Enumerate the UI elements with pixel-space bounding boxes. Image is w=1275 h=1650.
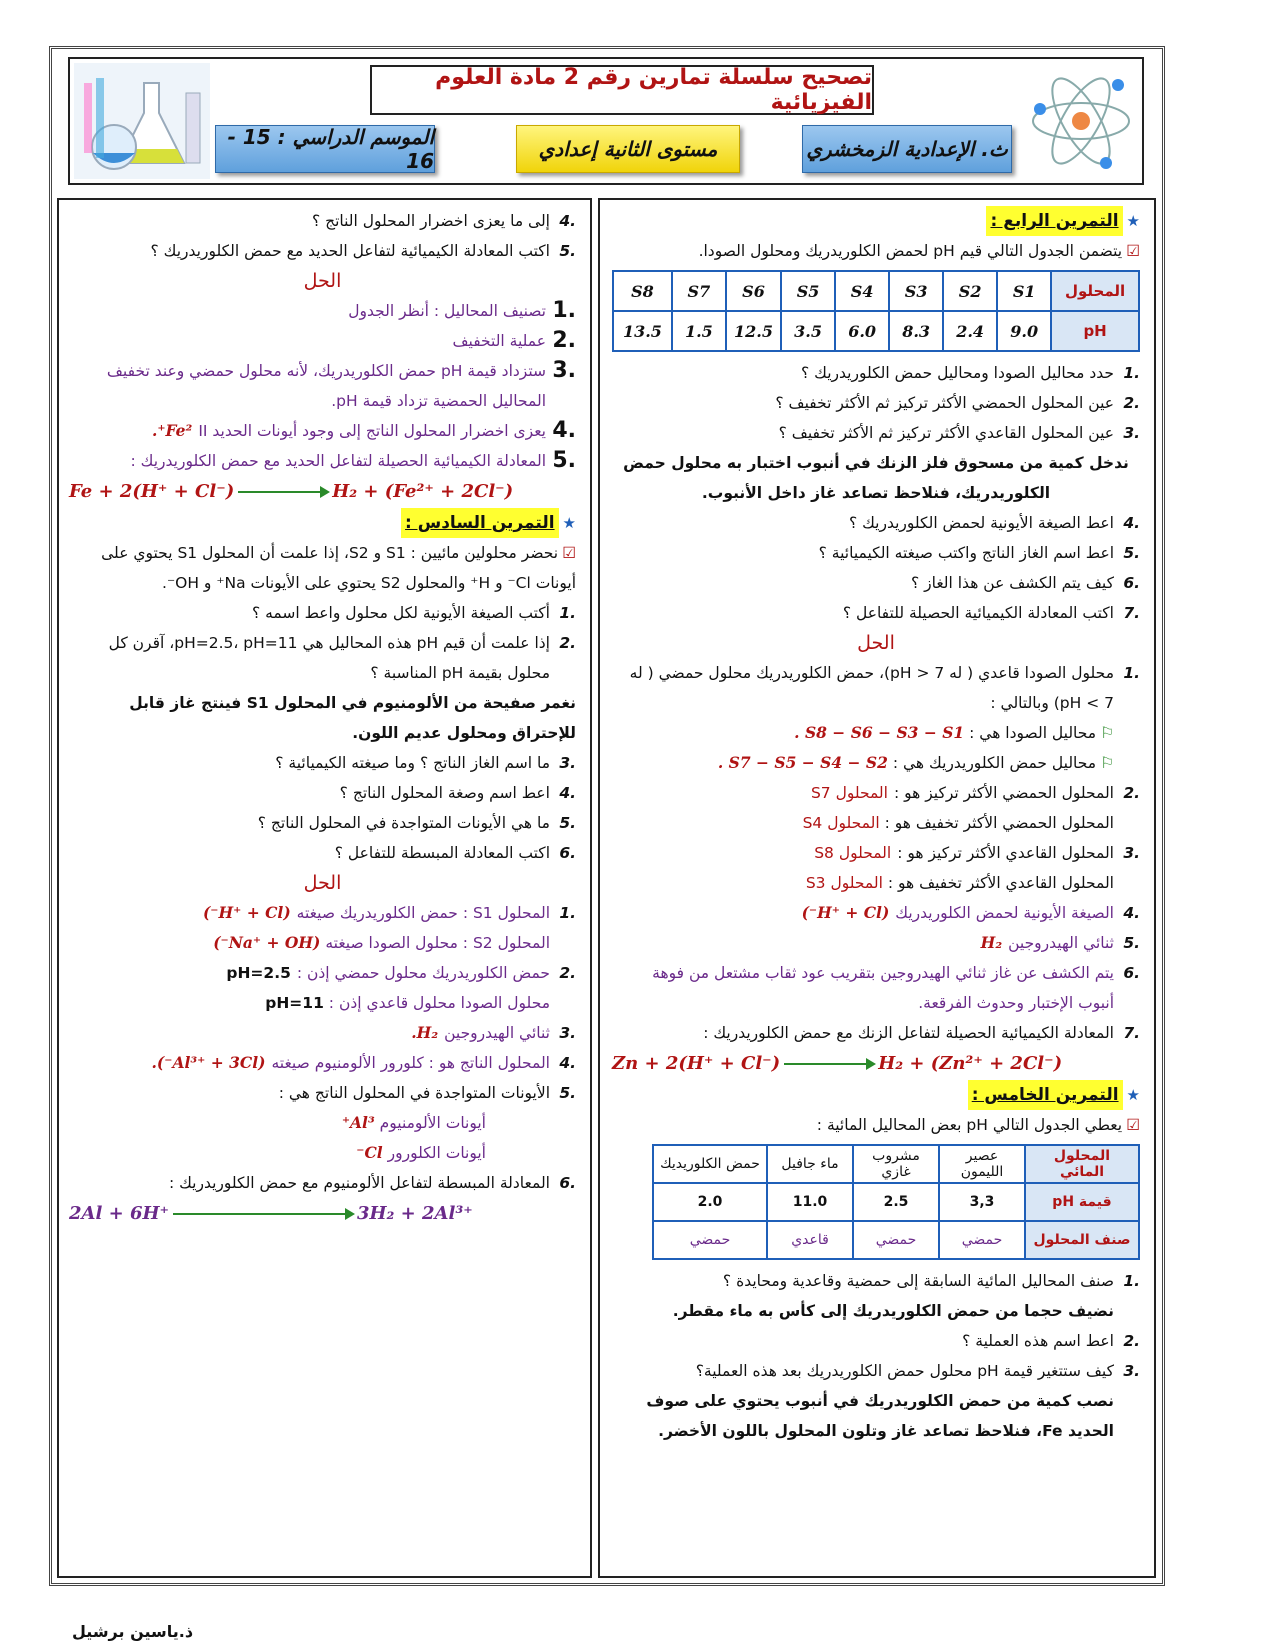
ex4-question: .5 اعط اسم الغاز الناتج واكتب صيغته الكيميائية ؟ [818, 544, 1140, 562]
ex4-answer: المحلول الحمضي الأكثر تخفيف هو : المحلول S4 [802, 814, 1114, 832]
ex4-answer: ⚐محاليل حمض الكلوريدريك هي : S7 − S5 − S4 − S2 . [717, 753, 1114, 772]
ex6-question: .6 اكتب المعادلة المبسطة للتفاعل ؟ [334, 844, 576, 862]
ex4-solution-heading: الحل [857, 632, 895, 654]
page-title: تصحيح سلسلة تمارين رقم 2 مادة العلوم الفيزيائية [370, 65, 874, 115]
ex6-heading-line [69, 508, 576, 538]
ex6-question: .5 ما هي الأيونات المتواجدة في المحلول الناتج ؟ [257, 814, 576, 832]
ex6-question: .2 إذا علمت أن قيم pH هذه المحاليل هي pH=2.5، pH=11، آقرن كل محلول بقيمة pH المناسبة ؟ [108, 634, 576, 682]
ex6-answer: أيونات الكلورور Cl⁻ [356, 1143, 486, 1162]
right-column [598, 198, 1156, 1578]
ex4-solution-cell: S3 [889, 271, 943, 311]
flag-icon: ⚐ [1100, 754, 1114, 772]
ex4-ph-cell: 1.5 [672, 311, 726, 351]
ex4-table-label: المحلول [1051, 271, 1139, 311]
ex4-answer: المحلول القاعدي الأكثر تخفيف هو : المحلول S3 [805, 874, 1114, 892]
ex5-answer: .5 المعادلة الكيميائية الحصيلة لتفاعل الحديد مع حمض الكلوريدريك : [130, 448, 576, 473]
ex4-question: .1 حدد محاليل الصودا ومحاليل حمض الكلوريدريك ؟ [801, 364, 1140, 382]
ex5-answer: .2 عملية التخفيف [452, 328, 576, 353]
ex5-table-row [653, 1183, 1139, 1221]
ex4-ph-table [612, 270, 1140, 352]
lab-glassware-icon [74, 63, 210, 179]
ex4-ph-label: pH [1051, 311, 1139, 351]
ex4-question: .3 عين المحلول القاعدي الأكثر تركيز ثم الأكثر تخفيف ؟ [778, 424, 1140, 442]
ex5-row-label: قيمة pH [1025, 1183, 1139, 1221]
ex5-intro-line [612, 1110, 1140, 1140]
ex5-intro: يعطي الجدول التالي pH بعض المحاليل المائية : [816, 1116, 1123, 1134]
ex6-answer: .6 المعادلة المبسطة لتفاعل الألومنيوم مع حمض الكلوريدريك : [168, 1174, 576, 1192]
ex4-answer: .4 الصيغة الأيونية لحمض الكلوريدريك (H⁺ + Cl⁻) [801, 903, 1140, 922]
ex4-answer: .2 المحلول الحمضي الأكثر تركيز هو : المحلول S7 [810, 784, 1140, 802]
ex4-solution-cell: S1 [997, 271, 1051, 311]
ex5-cell: 11.0 [767, 1183, 853, 1221]
arrow-icon [784, 1063, 874, 1065]
ex4-solution-cell: S2 [943, 271, 997, 311]
ex6-question: .1 أكتب الصيغة الأيونية لكل محلول واعط اسمه ؟ [251, 604, 576, 622]
atom-icon [1026, 63, 1136, 179]
left-column [57, 198, 592, 1578]
checkbox-icon: ☑ [1126, 242, 1140, 260]
ex6-answer: .5 الأيونات المتواجدة في المحلول الناتج هي : [278, 1084, 576, 1102]
arrow-icon [238, 491, 328, 493]
ex5-table [652, 1144, 1140, 1260]
ex5-question: .2 اعط اسم هذه العملية ؟ [962, 1332, 1140, 1350]
ex4-heading-line [612, 206, 1140, 236]
ex5-statement: نضيف حجما من حمض الكلوريدريك إلى كأس به ماء مقطر. [672, 1302, 1114, 1320]
ex5-cell: حمضي [939, 1221, 1025, 1259]
ex5-row-label: المحلول المائي [1025, 1145, 1139, 1183]
ex5-heading-line [612, 1080, 1140, 1110]
arrow-icon [173, 1213, 353, 1215]
ex5-answer: .1 تصنيف المحاليل : أنظر الجدول [348, 298, 576, 323]
ex5-table-row [653, 1221, 1139, 1259]
season-badge: الموسم الدراسي : 15 - 16 [215, 125, 435, 173]
ex4-intro: يتضمن الجدول التالي قيم pH لحمض الكلوريدريك ومحلول الصودا. [698, 242, 1123, 260]
ex6-question: .3 ما اسم الغاز الناتج ؟ وما صيغته الكيميائية ؟ [275, 754, 576, 772]
ex5-cell: 3,3 [939, 1183, 1025, 1221]
ex5-answer: .4 يعزى اخضرار المحلول الناتج إلى وجود أيونات الحديد II Fe²⁺. [151, 418, 576, 443]
ex5-cell: قاعدي [767, 1221, 853, 1259]
ex4-solution-cell: S6 [726, 271, 781, 311]
ex6-question: .4 اعط اسم وصغة المحلول الناتج ؟ [339, 784, 576, 802]
ex6-answer: .2 حمض الكلوريدريك محلول حمضي إذن : pH=2.5 [226, 964, 576, 982]
ex4-heading: التمرين الرابع : [986, 206, 1122, 236]
ex4-ph-cell: 6.0 [835, 311, 889, 351]
ex4-answer: .3 المحلول القاعدي الأكثر تركيز هو : المحلول S8 [814, 844, 1140, 862]
ex4-question: .7 اكتب المعادلة الكيميائية الحصيلة للتفاعل ؟ [842, 604, 1140, 622]
ex5-question: .3 كيف ستتغير قيمة pH محلول حمض الكلوريدريك بعد هذه العملية؟ [695, 1362, 1140, 1380]
ex4-answer: .5 ثنائي الهيدروجين H₂ [980, 933, 1140, 952]
ex5-cell: حمضي [653, 1221, 767, 1259]
ex5-statement: نصب كمية من حمض الكلوريدريك في أنبوب يحتوي على صوف الحديد Fe، فنلاحظ تصاعد غاز وتلون المحلول باللون الأخضر. [646, 1392, 1114, 1440]
ex5-heading: التمرين الخامس : [968, 1080, 1123, 1110]
star-icon: ★ [1126, 212, 1140, 230]
ex4-question: .2 عين المحلول الحمضي الأكثر تركيز ثم الأكثر تخفيف ؟ [775, 394, 1140, 412]
ex6-answer: أيونات الألومنيوم Al³⁺ [341, 1113, 486, 1132]
header [68, 57, 1144, 185]
school-badge: ث. الإعدادية الزمخشري [802, 125, 1012, 173]
ex5-cell: حمض الكلوريديك [653, 1145, 767, 1183]
ex6-answer: .3 ثنائي الهيدروجين H₂. [411, 1023, 576, 1042]
level-badge: مستوى الثانية إعدادي [516, 125, 740, 173]
checkbox-icon: ☑ [562, 544, 576, 562]
ex6-answer: محلول الصودا محلول قاعدي إذن : pH=11 [265, 994, 550, 1012]
ex5-cell: مشروب غازي [853, 1145, 939, 1183]
ex5-question: .5 اكتب المعادلة الكيميائية لتفاعل الحديد مع حمض الكلوريدريك ؟ [150, 242, 576, 260]
ex5-solution-heading: الحل [303, 270, 342, 292]
ex6-answer: .1 المحلول S1 : حمض الكلوريدريك صيغته (H⁺ + Cl⁻) [202, 903, 576, 922]
ex6-solution-heading: الحل [303, 872, 342, 894]
ex6-statement: نغمر صفيحة من الألومنيوم في المحلول S1 فينتج غاز قابل للإحتراق ومحلول عديم اللون. [129, 694, 576, 742]
ex4-table-ph-row [613, 311, 1139, 351]
ex4-solution-cell: S8 [613, 271, 672, 311]
ex4-question: .6 كيف يتم الكشف عن هذا الغاز ؟ [910, 574, 1140, 592]
ex5-cell: 2.0 [653, 1183, 767, 1221]
star-icon: ★ [562, 514, 576, 532]
ex6-heading: التمرين السادس : [401, 508, 559, 538]
ex5-cell: 2.5 [853, 1183, 939, 1221]
flag-icon: ⚐ [1100, 724, 1114, 742]
ex4-solution-cell: S7 [672, 271, 726, 311]
ex4-answer: .7 المعادلة الكيميائية الحصيلة لتفاعل الزنك مع حمض الكلوريدريك : [703, 1024, 1140, 1042]
ex4-ph-cell: 3.5 [781, 311, 835, 351]
ex5-question: .1 صنف المحاليل المائية السابقة إلى حمضية وقاعدية ومحايدة ؟ [722, 1272, 1140, 1290]
ex4-statement: ندخل كمية من مسحوق فلز الزنك في أنبوب اختبار به محلول حمض الكلوريدريك، فنلاحظ تصاعد غاز داخل الأنبوب. [623, 454, 1129, 502]
star-icon: ★ [1126, 1086, 1140, 1104]
ex6-answer: المحلول S2 : محلول الصودا صيغته (Na⁺ + OH⁻) [213, 933, 550, 952]
checkbox-icon: ☑ [1126, 1116, 1140, 1134]
ex4-equation: Zn + 2(H⁺ + Cl⁻) H₂ + (Zn²⁺ + 2Cl⁻) [612, 1053, 1063, 1074]
ex4-answer: .6 يتم الكشف عن غاز ثنائي الهيدروجين بتقريب عود ثقاب مشتعل من فوهة أنبوب الإختبار وحدوث الفرقعة. [652, 964, 1140, 1012]
author-name: ذ.ياسين برشيل [72, 1622, 194, 1641]
ex4-question: .4 اعط الصيغة الأيونية لحمض الكلوريدريك ؟ [848, 514, 1140, 532]
ex6-equation: 2Al + 6H⁺ 3H₂ + 2Al³⁺ [69, 1203, 473, 1224]
ex4-ph-cell: 8.3 [889, 311, 943, 351]
ex4-ph-cell: 12.5 [726, 311, 781, 351]
ex5-table-row [653, 1145, 1139, 1183]
ex4-intro-line [612, 236, 1140, 266]
ex4-ph-cell: 2.4 [943, 311, 997, 351]
ex4-solution-cell: S5 [781, 271, 835, 311]
ex5-cell: حمضي [853, 1221, 939, 1259]
ex4-ph-cell: 13.5 [613, 311, 672, 351]
ex5-cell: عصير الليمون [939, 1145, 1025, 1183]
ex5-row-label: صنف المحلول [1025, 1221, 1139, 1259]
ex5-cell: ماء جافيل [767, 1145, 853, 1183]
ex5-question: .4 إلى ما يعزى اخضرار المحلول الناتج ؟ [311, 212, 576, 230]
ex5-answer: .3 ستزداد قيمة pH حمض الكلوريدريك، لأنه محلول حمضي وعند تخفيف المحاليل الحمضية تزداد قيمة pH. [106, 358, 576, 410]
ex4-solution-cell: S4 [835, 271, 889, 311]
ex5-equation: Fe + 2(H⁺ + Cl⁻) H₂ + (Fe²⁺ + 2Cl⁻) [69, 481, 514, 502]
ex4-ph-cell: 9.0 [997, 311, 1051, 351]
ex6-answer: .4 المحلول الناتج هو : كلورور الألومنيوم صيغته (Al³⁺ + 3Cl⁻). [151, 1053, 576, 1072]
ex4-table-header-row [613, 271, 1139, 311]
ex6-intro: ☑نحضر محلولين مائيين : S1 و S2، إذا علمت أن المحلول S1 يحتوي على أيونات Cl⁻ و H⁺ والمحلول S2 يحتوي على الأيونات Na⁺ و OH⁻. [101, 544, 576, 592]
ex4-answer: .1 محلول الصودا قاعدي ( له pH > 7)، حمض الكلوريدريك محلول حمضي ( له pH < 7) وبالتالي : [629, 664, 1140, 712]
ex4-answer: ⚐محاليل الصودا هي : S8 − S6 − S3 − S1 . [794, 723, 1114, 742]
